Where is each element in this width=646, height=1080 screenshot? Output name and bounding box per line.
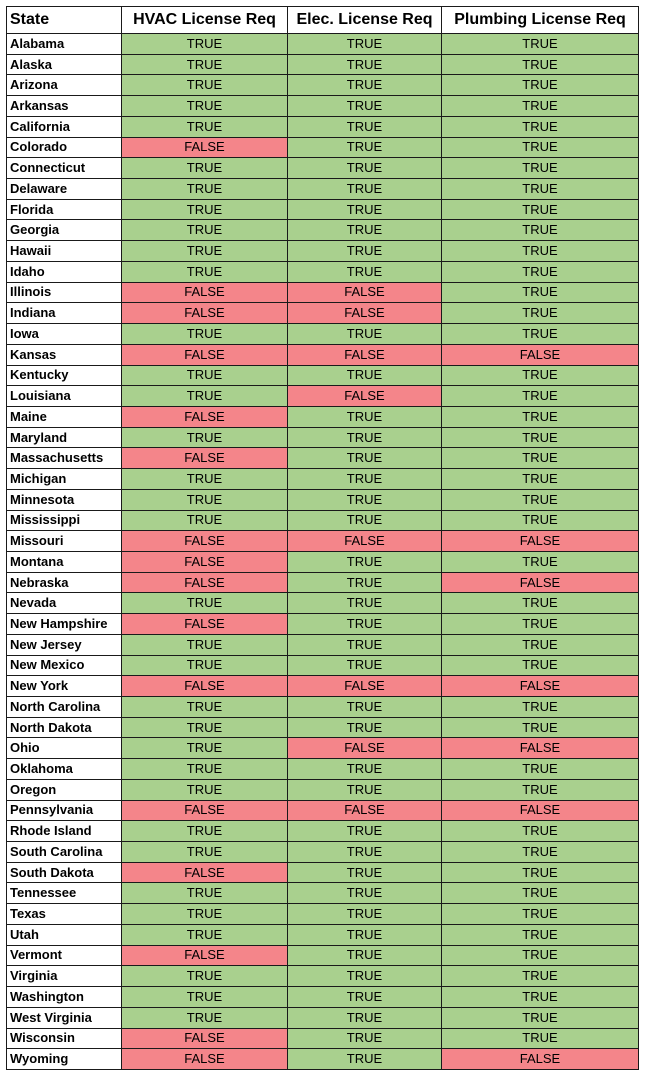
hvac-value-cell: TRUE [122,96,288,117]
state-name-cell: Texas [7,904,122,925]
table-row [7,510,639,531]
state-name-cell: Tennessee [7,883,122,904]
table-row [7,697,639,718]
plumbing-value-cell: TRUE [442,510,639,531]
plumbing-value-cell: FALSE [442,344,639,365]
elec-value-cell: TRUE [288,1007,442,1028]
elec-value-cell: TRUE [288,137,442,158]
state-name-cell: Rhode Island [7,821,122,842]
header-row [7,7,639,34]
plumbing-value-cell: TRUE [442,386,639,407]
header-hvac: HVAC License Req [122,7,288,34]
table-row [7,779,639,800]
hvac-value-cell: TRUE [122,324,288,345]
plumbing-value-cell: TRUE [442,137,639,158]
hvac-value-cell: FALSE [122,282,288,303]
table-row [7,655,639,676]
elec-value-cell: FALSE [288,800,442,821]
elec-value-cell: FALSE [288,282,442,303]
elec-value-cell: TRUE [288,966,442,987]
state-name-cell: Washington [7,987,122,1008]
state-name-cell: Oregon [7,779,122,800]
hvac-value-cell: TRUE [122,489,288,510]
plumbing-value-cell: TRUE [442,324,639,345]
state-name-cell: Kansas [7,344,122,365]
state-name-cell: Arkansas [7,96,122,117]
elec-value-cell: TRUE [288,469,442,490]
plumbing-value-cell: TRUE [442,365,639,386]
plumbing-value-cell: TRUE [442,241,639,262]
hvac-value-cell: FALSE [122,572,288,593]
state-name-cell: Ohio [7,738,122,759]
hvac-value-cell: TRUE [122,883,288,904]
state-name-cell: Michigan [7,469,122,490]
plumbing-value-cell: TRUE [442,904,639,925]
hvac-value-cell: FALSE [122,531,288,552]
elec-value-cell: TRUE [288,842,442,863]
state-name-cell: Pennsylvania [7,800,122,821]
hvac-value-cell: TRUE [122,697,288,718]
plumbing-value-cell: TRUE [442,406,639,427]
state-name-cell: North Carolina [7,697,122,718]
elec-value-cell: TRUE [288,717,442,738]
hvac-value-cell: TRUE [122,158,288,179]
plumbing-value-cell: TRUE [442,821,639,842]
plumbing-value-cell: TRUE [442,469,639,490]
table-row [7,800,639,821]
hvac-value-cell: TRUE [122,365,288,386]
elec-value-cell: TRUE [288,759,442,780]
table-row [7,1028,639,1049]
state-name-cell: California [7,116,122,137]
hvac-value-cell: TRUE [122,655,288,676]
elec-value-cell: TRUE [288,96,442,117]
elec-value-cell: TRUE [288,116,442,137]
hvac-value-cell: TRUE [122,220,288,241]
plumbing-value-cell: TRUE [442,697,639,718]
state-name-cell: Mississippi [7,510,122,531]
elec-value-cell: TRUE [288,1049,442,1070]
hvac-value-cell: TRUE [122,261,288,282]
state-name-cell: Minnesota [7,489,122,510]
state-name-cell: Nevada [7,593,122,614]
state-name-cell: Vermont [7,945,122,966]
state-name-cell: Utah [7,924,122,945]
plumbing-value-cell: FALSE [442,572,639,593]
hvac-value-cell: TRUE [122,634,288,655]
table-row [7,531,639,552]
elec-value-cell: TRUE [288,241,442,262]
elec-value-cell: TRUE [288,261,442,282]
hvac-value-cell: TRUE [122,759,288,780]
state-name-cell: Arizona [7,75,122,96]
table-row [7,406,639,427]
elec-value-cell: TRUE [288,324,442,345]
table-row [7,137,639,158]
table-row [7,945,639,966]
table-row [7,987,639,1008]
elec-value-cell: FALSE [288,531,442,552]
elec-value-cell: TRUE [288,904,442,925]
hvac-value-cell: TRUE [122,179,288,200]
plumbing-value-cell: TRUE [442,303,639,324]
elec-value-cell: TRUE [288,158,442,179]
elec-value-cell: TRUE [288,551,442,572]
table-row [7,75,639,96]
state-name-cell: Florida [7,199,122,220]
license-requirements-table [6,6,639,1070]
hvac-value-cell: FALSE [122,676,288,697]
table-row [7,862,639,883]
plumbing-value-cell: TRUE [442,261,639,282]
elec-value-cell: TRUE [288,779,442,800]
table-row [7,759,639,780]
state-name-cell: Iowa [7,324,122,345]
plumbing-value-cell: TRUE [442,717,639,738]
state-name-cell: Alabama [7,34,122,55]
plumbing-value-cell: TRUE [442,1028,639,1049]
table-row [7,344,639,365]
hvac-value-cell: FALSE [122,614,288,635]
table-row [7,717,639,738]
elec-value-cell: TRUE [288,697,442,718]
elec-value-cell: TRUE [288,655,442,676]
plumbing-value-cell: TRUE [442,593,639,614]
header-state: State [7,7,122,34]
hvac-value-cell: TRUE [122,593,288,614]
hvac-value-cell: TRUE [122,510,288,531]
state-name-cell: Oklahoma [7,759,122,780]
hvac-value-cell: TRUE [122,427,288,448]
plumbing-value-cell: FALSE [442,1049,639,1070]
table-row [7,469,639,490]
state-name-cell: New Hampshire [7,614,122,635]
hvac-value-cell: TRUE [122,199,288,220]
hvac-value-cell: FALSE [122,945,288,966]
elec-value-cell: TRUE [288,365,442,386]
hvac-value-cell: FALSE [122,448,288,469]
plumbing-value-cell: TRUE [442,96,639,117]
state-name-cell: West Virginia [7,1007,122,1028]
elec-value-cell: TRUE [288,924,442,945]
table-row [7,821,639,842]
hvac-value-cell: FALSE [122,137,288,158]
plumbing-value-cell: FALSE [442,800,639,821]
hvac-value-cell: TRUE [122,821,288,842]
state-name-cell: Massachusetts [7,448,122,469]
hvac-value-cell: TRUE [122,779,288,800]
plumbing-value-cell: TRUE [442,862,639,883]
plumbing-value-cell: TRUE [442,54,639,75]
table-row [7,676,639,697]
plumbing-value-cell: TRUE [442,448,639,469]
state-name-cell: Nebraska [7,572,122,593]
header-plumbing: Plumbing License Req [442,7,639,34]
hvac-value-cell: TRUE [122,904,288,925]
state-name-cell: Wyoming [7,1049,122,1070]
table-row [7,427,639,448]
table-row [7,966,639,987]
elec-value-cell: FALSE [288,738,442,759]
state-name-cell: Connecticut [7,158,122,179]
table-row [7,1007,639,1028]
table-row [7,179,639,200]
table-row [7,261,639,282]
table-row [7,842,639,863]
plumbing-value-cell: TRUE [442,551,639,572]
plumbing-value-cell: TRUE [442,924,639,945]
state-name-cell: Louisiana [7,386,122,407]
plumbing-value-cell: TRUE [442,759,639,780]
elec-value-cell: TRUE [288,510,442,531]
elec-value-cell: TRUE [288,427,442,448]
hvac-value-cell: TRUE [122,116,288,137]
elec-value-cell: TRUE [288,199,442,220]
hvac-value-cell: TRUE [122,966,288,987]
hvac-value-cell: FALSE [122,551,288,572]
table-row [7,448,639,469]
elec-value-cell: TRUE [288,945,442,966]
plumbing-value-cell: TRUE [442,883,639,904]
elec-value-cell: TRUE [288,179,442,200]
plumbing-value-cell: TRUE [442,1007,639,1028]
plumbing-value-cell: FALSE [442,531,639,552]
hvac-value-cell: FALSE [122,406,288,427]
elec-value-cell: TRUE [288,75,442,96]
state-name-cell: New York [7,676,122,697]
state-name-cell: New Jersey [7,634,122,655]
header-elec: Elec. License Req [288,7,442,34]
hvac-value-cell: TRUE [122,1007,288,1028]
table-row [7,199,639,220]
hvac-value-cell: FALSE [122,862,288,883]
state-name-cell: Wisconsin [7,1028,122,1049]
table-row [7,220,639,241]
plumbing-value-cell: TRUE [442,966,639,987]
table-row [7,738,639,759]
hvac-value-cell: TRUE [122,987,288,1008]
elec-value-cell: TRUE [288,1028,442,1049]
table-row [7,34,639,55]
state-name-cell: Colorado [7,137,122,158]
state-name-cell: Hawaii [7,241,122,262]
hvac-value-cell: TRUE [122,842,288,863]
hvac-value-cell: TRUE [122,75,288,96]
state-name-cell: Illinois [7,282,122,303]
state-name-cell: Virginia [7,966,122,987]
plumbing-value-cell: FALSE [442,738,639,759]
table-row [7,489,639,510]
hvac-value-cell: FALSE [122,800,288,821]
state-name-cell: Delaware [7,179,122,200]
elec-value-cell: TRUE [288,862,442,883]
plumbing-value-cell: TRUE [442,614,639,635]
plumbing-value-cell: TRUE [442,945,639,966]
table-row [7,924,639,945]
elec-value-cell: TRUE [288,572,442,593]
state-name-cell: Kentucky [7,365,122,386]
table-row [7,386,639,407]
elec-value-cell: TRUE [288,883,442,904]
state-name-cell: North Dakota [7,717,122,738]
hvac-value-cell: TRUE [122,738,288,759]
state-name-cell: Idaho [7,261,122,282]
elec-value-cell: TRUE [288,220,442,241]
elec-value-cell: FALSE [288,676,442,697]
plumbing-value-cell: TRUE [442,116,639,137]
elec-value-cell: TRUE [288,593,442,614]
state-name-cell: Missouri [7,531,122,552]
plumbing-value-cell: TRUE [442,34,639,55]
state-name-cell: South Dakota [7,862,122,883]
state-name-cell: New Mexico [7,655,122,676]
hvac-value-cell: TRUE [122,469,288,490]
hvac-value-cell: TRUE [122,924,288,945]
hvac-value-cell: TRUE [122,717,288,738]
state-name-cell: Maine [7,406,122,427]
table-row [7,572,639,593]
elec-value-cell: TRUE [288,406,442,427]
table-row [7,54,639,75]
table-row [7,241,639,262]
table-row [7,96,639,117]
elec-value-cell: TRUE [288,489,442,510]
plumbing-value-cell: TRUE [442,75,639,96]
table-row [7,904,639,925]
state-name-cell: Alaska [7,54,122,75]
plumbing-value-cell: TRUE [442,655,639,676]
table-row [7,593,639,614]
table-row [7,116,639,137]
elec-value-cell: FALSE [288,344,442,365]
state-name-cell: Montana [7,551,122,572]
plumbing-value-cell: TRUE [442,282,639,303]
plumbing-value-cell: TRUE [442,158,639,179]
elec-value-cell: FALSE [288,303,442,324]
elec-value-cell: TRUE [288,54,442,75]
elec-value-cell: TRUE [288,614,442,635]
state-name-cell: South Carolina [7,842,122,863]
table-row [7,1049,639,1070]
state-name-cell: Indiana [7,303,122,324]
table-row [7,551,639,572]
plumbing-value-cell: TRUE [442,634,639,655]
plumbing-value-cell: FALSE [442,676,639,697]
hvac-value-cell: TRUE [122,54,288,75]
elec-value-cell: TRUE [288,821,442,842]
table-row [7,883,639,904]
plumbing-value-cell: TRUE [442,779,639,800]
elec-value-cell: TRUE [288,634,442,655]
plumbing-value-cell: TRUE [442,199,639,220]
hvac-value-cell: FALSE [122,1049,288,1070]
table-row [7,614,639,635]
hvac-value-cell: FALSE [122,344,288,365]
table-row [7,634,639,655]
plumbing-value-cell: TRUE [442,220,639,241]
hvac-value-cell: TRUE [122,241,288,262]
hvac-value-cell: FALSE [122,1028,288,1049]
hvac-value-cell: TRUE [122,34,288,55]
table-row [7,365,639,386]
table-row [7,303,639,324]
elec-value-cell: TRUE [288,987,442,1008]
table-row [7,324,639,345]
plumbing-value-cell: TRUE [442,987,639,1008]
elec-value-cell: FALSE [288,386,442,407]
plumbing-value-cell: TRUE [442,427,639,448]
elec-value-cell: TRUE [288,34,442,55]
hvac-value-cell: FALSE [122,303,288,324]
plumbing-value-cell: TRUE [442,842,639,863]
hvac-value-cell: TRUE [122,386,288,407]
table-row [7,158,639,179]
plumbing-value-cell: TRUE [442,179,639,200]
plumbing-value-cell: TRUE [442,489,639,510]
state-name-cell: Georgia [7,220,122,241]
state-name-cell: Maryland [7,427,122,448]
table-body [7,34,639,1070]
table-row [7,282,639,303]
elec-value-cell: TRUE [288,448,442,469]
